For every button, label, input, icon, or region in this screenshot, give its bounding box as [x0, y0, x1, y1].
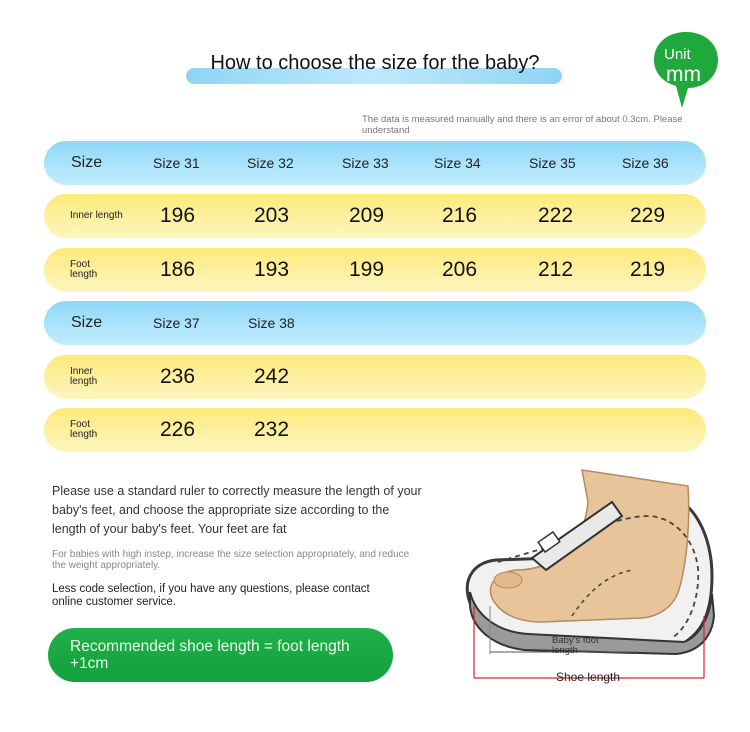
- size-header-row-1: [44, 141, 706, 185]
- page-title: How to choose the size for the baby?: [210, 52, 540, 74]
- inner-length-value: 242: [254, 365, 290, 388]
- recommendation-text: Recommended shoe length = foot length +1cm: [70, 638, 350, 672]
- foot-length-label-line2: length: [70, 429, 98, 440]
- inner-length-row-2: [44, 355, 706, 399]
- inner-length-label: Inner length: [70, 210, 123, 221]
- inner-length-value: 216: [442, 204, 478, 227]
- foot-length-row-2: [44, 408, 706, 452]
- foot-length-label-line1: Foot: [70, 419, 91, 430]
- size-header-label: Size: [71, 314, 103, 331]
- title-banner: [186, 50, 564, 90]
- foot-length-value: 199: [349, 258, 385, 281]
- size-cell: Size 36: [622, 155, 669, 171]
- foot-length-value: 193: [254, 258, 290, 281]
- inner-length-value: 236: [160, 365, 196, 388]
- unit-value: mm: [666, 63, 701, 86]
- foot-length-value: 232: [254, 418, 290, 441]
- foot-length-value: 186: [160, 258, 196, 281]
- inner-length-label: [70, 355, 97, 399]
- size-cell: Size 32: [247, 155, 294, 171]
- foot-length-row-1: [44, 248, 706, 292]
- high-instep-note: For babies with high instep, increase the size selection appropriately, and reduce the weight appropriately.: [52, 549, 410, 571]
- foot-length-label-line1: Foot: [70, 259, 91, 270]
- foot-length-value: 226: [160, 418, 196, 441]
- recommendation-pill: [48, 628, 393, 682]
- inner-length-value: 222: [538, 204, 574, 227]
- inner-length-label-line1: Inner: [70, 366, 93, 377]
- foot-length-value: 212: [538, 258, 574, 281]
- foot-length-value: 206: [442, 258, 478, 281]
- customer-service-note: Less code selection, if you have any questions, please contact online customer service.: [52, 583, 370, 608]
- inner-length-row-1: [44, 194, 706, 238]
- inner-length-value: 209: [349, 204, 385, 227]
- foot-length-value: 219: [630, 258, 666, 281]
- measurement-note: The data is measured manually and there is an error of about 0.3cm. Please understand: [362, 114, 683, 136]
- inner-length-value: 203: [254, 204, 290, 227]
- measurement-instructions: Please use a standard ruler to correctly measure the length of your baby's feet, and choose the appropriate size according to the length of your baby's feet. Your feet are fat: [52, 484, 422, 536]
- foot-length-label: [70, 408, 97, 452]
- size-cell: Size 33: [342, 155, 389, 171]
- size-cell: Size 31: [153, 155, 200, 171]
- foot-length-annotation-line1: Baby's foot: [552, 635, 599, 646]
- size-cell: Size 37: [153, 315, 200, 331]
- foot-length-annotation-line2: length: [552, 645, 578, 656]
- inner-length-value: 229: [630, 204, 666, 227]
- size-header-label: Size: [71, 154, 103, 171]
- size-header-row-2: [44, 301, 706, 345]
- size-cell: Size 34: [434, 155, 481, 171]
- size-cell: Size 38: [248, 315, 295, 331]
- shoe-length-annotation: Shoe length: [556, 670, 621, 684]
- size-cell: Size 35: [529, 155, 576, 171]
- foot-length-label-line2: length: [70, 269, 98, 280]
- unit-label: Unit: [664, 46, 691, 63]
- inner-length-value: 196: [160, 204, 196, 227]
- inner-length-label-line2: length: [70, 376, 98, 387]
- foot-length-annotation: [552, 636, 599, 656]
- unit-badge: [652, 30, 720, 94]
- foot-length-label: [70, 248, 97, 292]
